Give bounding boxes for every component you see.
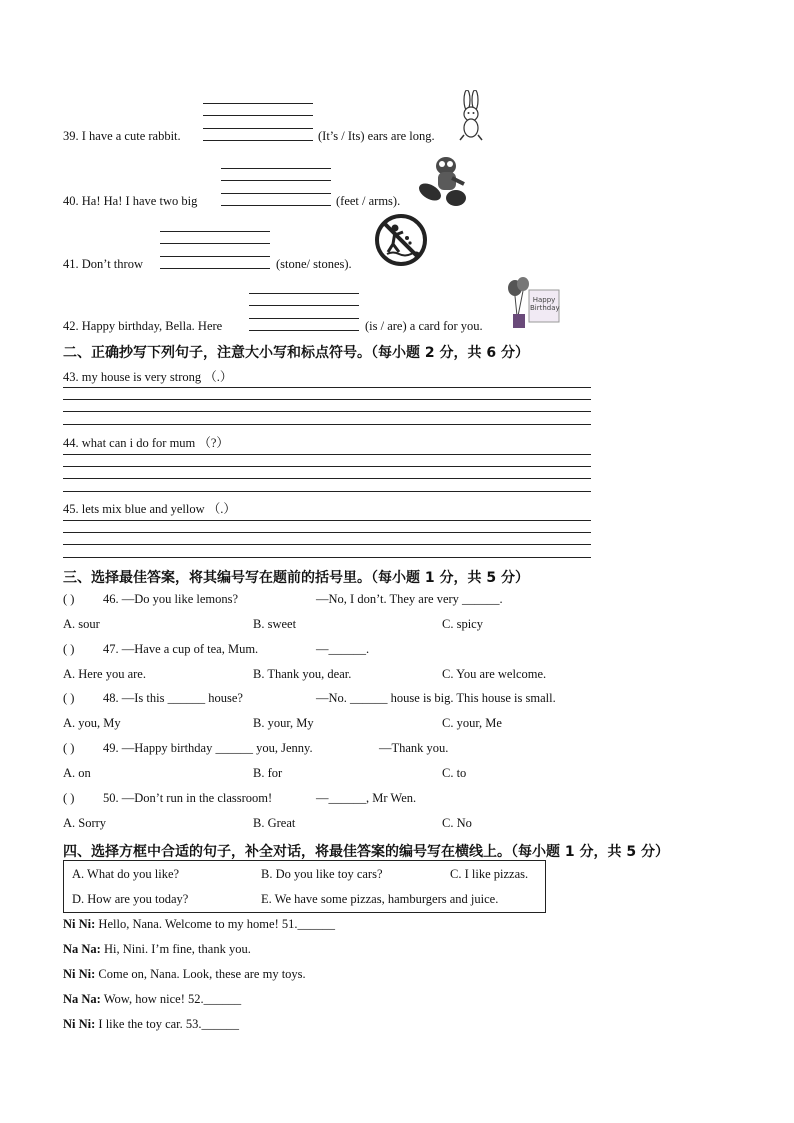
rabbit-icon bbox=[455, 90, 487, 142]
q46-option-b: B. sweet bbox=[253, 617, 297, 631]
q42-prefix: 42. Happy birthday, Bella. Here bbox=[63, 319, 223, 333]
dialogue-text: Come on, Nana. Look, these are my toys. bbox=[98, 967, 306, 981]
card-text: Happy Birthday bbox=[530, 296, 560, 312]
q46-question: 46. —Do you like lemons? bbox=[103, 592, 239, 606]
dialogue-line bbox=[63, 917, 335, 932]
q46-answer-paren[interactable]: ( ) bbox=[63, 592, 75, 606]
q46-response: —No, I don’t. They are very ______. bbox=[316, 592, 503, 606]
q41-prefix: 41. Don’t throw bbox=[63, 257, 143, 271]
q44-prompt: 44. what can i do for mum （?） bbox=[63, 436, 229, 450]
q46-option-a: A. sour bbox=[63, 617, 100, 631]
q39-suffix: (It’s / Its) ears are long. bbox=[318, 129, 435, 143]
q50-option-b: B. Great bbox=[253, 816, 296, 830]
section-4-heading: 四、选择方框中合适的句子，补全对话，将最佳答案的编号写在横线上。（每小题 1 分，共 5 分） bbox=[63, 844, 669, 860]
q50-response: —______, Mr Wen. bbox=[316, 791, 417, 805]
section-3-heading: 三、选择最佳答案，将其编号写在题前的括号里。（每小题 1 分，共 5 分） bbox=[63, 570, 529, 586]
speaker-name: Ni Ni: bbox=[63, 1017, 96, 1031]
dialogue-text: Hello, Nana. Welcome to my home! 51.______ bbox=[98, 917, 335, 931]
dialogue-text: Wow, how nice! 52.______ bbox=[103, 992, 242, 1006]
q43-prompt: 43. my house is very strong （.） bbox=[63, 370, 233, 384]
q46-option-c: C. spicy bbox=[442, 617, 483, 631]
dialogue-line bbox=[63, 942, 251, 957]
q48-response: —No. ______ house is big. This house is small. bbox=[316, 691, 556, 705]
q40-writing-lines[interactable] bbox=[221, 168, 331, 206]
choice-d: D. How are you today? bbox=[72, 892, 189, 906]
q49-option-c: C. to bbox=[442, 766, 467, 780]
birthday-card-image bbox=[505, 276, 561, 330]
q48-answer-paren[interactable]: ( ) bbox=[63, 691, 75, 705]
q40-suffix: (feet / arms). bbox=[336, 194, 401, 208]
q40-prefix: 40. Ha! Ha! I have two big bbox=[63, 194, 198, 208]
choice-b: B. Do you like toy cars? bbox=[261, 867, 383, 881]
q49-option-a: A. on bbox=[63, 766, 91, 780]
choice-a: A. What do you like? bbox=[72, 867, 180, 881]
dialogue-text: I like the toy car. 53.______ bbox=[98, 1017, 240, 1031]
q49-question: 49. —Happy birthday ______ you, Jenny. bbox=[103, 741, 313, 755]
dialogue-text: Hi, Nini. I’m fine, thank you. bbox=[103, 942, 251, 956]
q47-option-c: C. You are welcome. bbox=[442, 667, 547, 681]
q47-response: —______. bbox=[316, 642, 370, 656]
q47-option-b: B. Thank you, dear. bbox=[253, 667, 352, 681]
no-throwing-sign-icon bbox=[375, 214, 427, 266]
q42-suffix: (is / are) a card for you. bbox=[365, 319, 483, 333]
q41-suffix: (stone/ stones). bbox=[276, 257, 352, 271]
q39-writing-lines[interactable] bbox=[203, 103, 313, 141]
q49-answer-paren[interactable]: ( ) bbox=[63, 741, 75, 755]
dialogue-line bbox=[63, 1017, 239, 1032]
choice-e: E. We have some pizzas, hamburgers and juice. bbox=[261, 892, 499, 906]
q42-writing-lines[interactable] bbox=[249, 293, 359, 331]
q48-option-a: A. you, My bbox=[63, 716, 121, 730]
q49-option-b: B. for bbox=[253, 766, 283, 780]
q49-response: —Thank you. bbox=[379, 741, 449, 755]
answer-choices-box bbox=[63, 860, 546, 913]
dialogue-line bbox=[63, 992, 241, 1007]
q50-option-c: C. No bbox=[442, 816, 472, 830]
dialogue-line bbox=[63, 967, 306, 982]
q50-question: 50. —Don’t run in the classroom! bbox=[103, 791, 273, 805]
q47-answer-paren[interactable]: ( ) bbox=[63, 642, 75, 656]
q47-option-a: A. Here you are. bbox=[63, 667, 146, 681]
q47-question: 47. —Have a cup of tea, Mum. bbox=[103, 642, 259, 656]
q48-option-b: B. your, My bbox=[253, 716, 314, 730]
q45-prompt: 45. lets mix blue and yellow （.） bbox=[63, 502, 236, 516]
q41-writing-lines[interactable] bbox=[160, 231, 270, 269]
q39-prefix: 39. I have a cute rabbit. bbox=[63, 129, 181, 143]
choice-c: C. I like pizzas. bbox=[450, 867, 529, 881]
q50-option-a: A. Sorry bbox=[63, 816, 107, 830]
section-2-heading: 二、正确抄写下列句子，注意大小写和标点符号。（每小题 2 分，共 6 分） bbox=[63, 345, 529, 361]
monster-big-feet-icon bbox=[416, 152, 468, 208]
speaker-name: Ni Ni: bbox=[63, 967, 96, 981]
speaker-name: Ni Ni: bbox=[63, 917, 96, 931]
q48-option-c: C. your, Me bbox=[442, 716, 502, 730]
speaker-name: Na Na: bbox=[63, 942, 101, 956]
speaker-name: Na Na: bbox=[63, 992, 101, 1006]
q48-question: 48. —Is this ______ house? bbox=[103, 691, 243, 705]
q50-answer-paren[interactable]: ( ) bbox=[63, 791, 75, 805]
